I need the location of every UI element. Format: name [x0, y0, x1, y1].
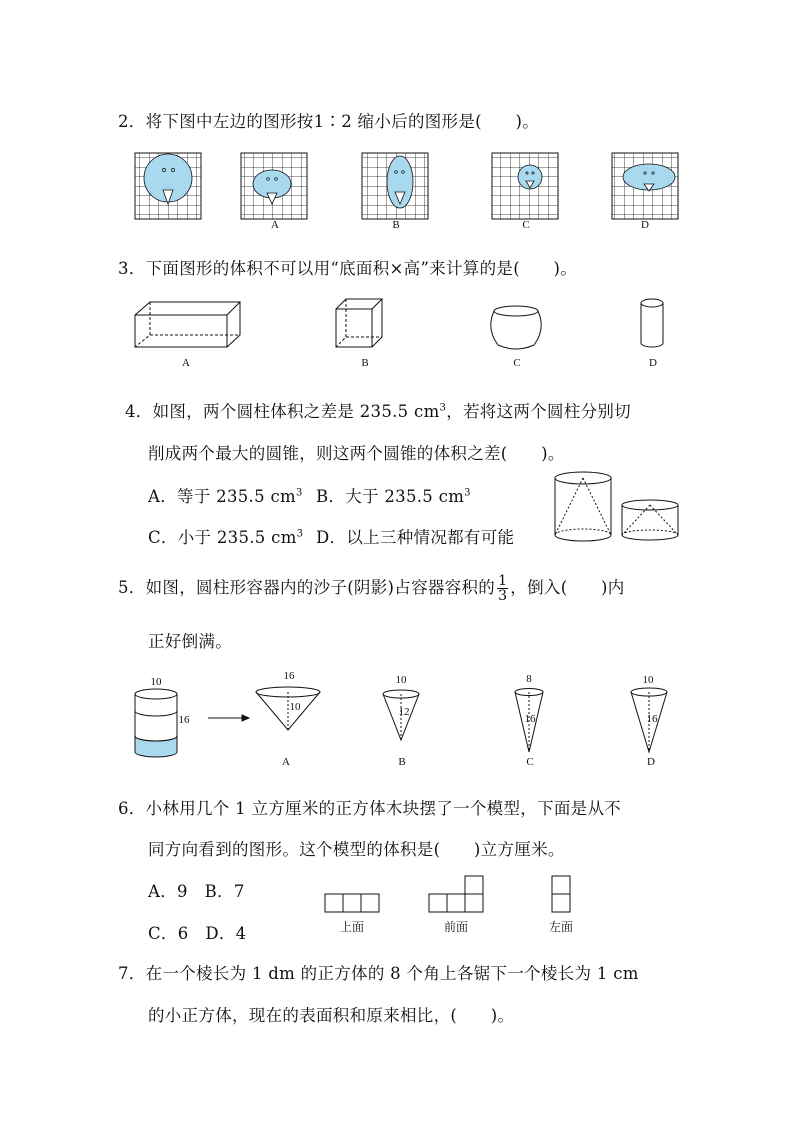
q5-cone-b-height: 12	[398, 706, 410, 718]
q6-left-view	[552, 876, 570, 912]
q5-cone-a-top: 16	[283, 670, 295, 682]
q3-cylinder-figure	[641, 299, 663, 347]
q6-options-cd: C．6 D．4	[148, 924, 247, 943]
q2-label-b: B	[392, 219, 400, 231]
q2-option-b-figure	[362, 153, 428, 219]
q2-option-a-figure	[241, 153, 307, 219]
q5-cone-c-height: 16	[524, 713, 536, 725]
q6-front-view	[429, 876, 483, 912]
q2-option-c-figure	[492, 153, 558, 219]
q2-figures	[130, 148, 690, 238]
q3-text: 3．下面图形的体积不可以用“底面积×高”来计算的是( )。	[118, 259, 578, 278]
q4-option-c: C．小于 235.5 $cm^3$	[148, 528, 304, 547]
q2-original-figure	[135, 153, 201, 219]
q5-label-d: D	[647, 756, 655, 768]
q5-figures	[128, 668, 688, 778]
q2-option-d-figure	[612, 153, 678, 219]
q6-views-figure	[320, 870, 580, 918]
q6-line1: 6．小林用几个 1 立方厘米的正方体木块摆了一个模型，下面是从不	[118, 799, 622, 818]
q2-label-c: C	[522, 219, 530, 231]
q5-label-b: B	[398, 756, 406, 768]
q4-line1: 4．如图，两个圆柱体积之差是 235.5 $cm^3$，若将这两个圆柱分别切	[125, 402, 631, 421]
q4-cylinders-figure	[550, 468, 685, 548]
q4-option-a: A．等于 235.5 $cm^3$	[148, 487, 303, 506]
q6-view-front-label: 前面	[443, 920, 469, 934]
q4-line2: 削成两个最大的圆锥，则这两个圆锥的体积之差( )。	[148, 444, 565, 463]
q5-label-c: C	[526, 756, 534, 768]
q5-arrow	[208, 715, 249, 721]
q2-text: 2．将下图中左边的图形按1∶2 缩小后的图形是( )。	[118, 112, 540, 131]
q3-cuboid-figure	[135, 302, 240, 347]
q6-top-view	[325, 894, 379, 912]
q5-fraction: $\frac{1}{3}$	[498, 573, 508, 604]
q5-line2: 正好倒满。	[148, 632, 232, 651]
q3-cube-figure	[336, 299, 382, 347]
q5-cylinder-height: 16	[178, 714, 190, 726]
q5-cone-a-height: 10	[289, 701, 301, 713]
q4-option-b: B．大于 235.5 $cm^3$	[316, 487, 471, 506]
q4-option-d: D．以上三种情况都有可能	[316, 528, 515, 547]
q3-barrel-figure	[491, 306, 541, 349]
q5-cone-d-height: 16	[646, 713, 658, 725]
q6-view-left-label: 左面	[548, 920, 574, 934]
q6-view-top-label: 上面	[339, 920, 365, 934]
q3-label-d: D	[649, 357, 657, 369]
q3-label-a: A	[182, 357, 190, 369]
q6-line2: 同方向看到的图形。这个模型的体积是( )立方厘米。	[148, 840, 565, 859]
q6-options-ab: A．9 B．7	[148, 882, 245, 901]
q5-cone-d-top: 10	[642, 674, 654, 686]
q3-figures	[130, 295, 680, 355]
q5-container-cylinder	[135, 689, 177, 757]
q5-cone-b-top: 10	[395, 674, 407, 686]
q3-label-c: C	[513, 357, 521, 369]
q2-label-d: D	[641, 219, 649, 231]
q5-label-a: A	[282, 756, 290, 768]
q7-line2: 的小正方体，现在的表面积和原来相比，( )。	[148, 1006, 515, 1025]
q2-label-a: A	[271, 219, 279, 231]
q3-label-b: B	[361, 357, 369, 369]
q5-line1: 5．如图，圆柱形容器内的沙子(阴影)占容器容积的 $\frac{1}{3}$ ，倒入( )内	[118, 573, 625, 604]
q5-cone-a	[256, 687, 320, 730]
q5-cylinder-diameter: 10	[150, 676, 162, 688]
q5-cone-c-top: 8	[526, 673, 532, 685]
q7-line1: 7．在一个棱长为 1 dm 的正方体的 8 个角上各锯下一个棱长为 1 cm	[118, 964, 639, 983]
